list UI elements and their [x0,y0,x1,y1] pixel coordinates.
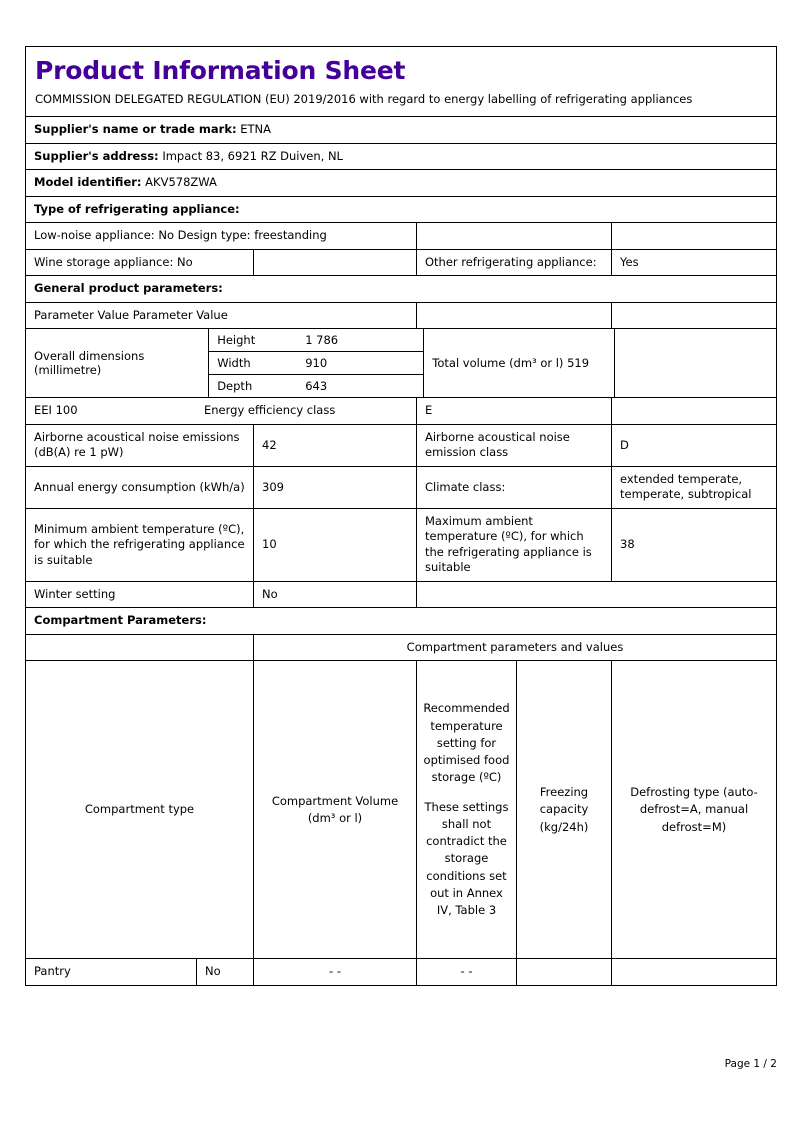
low-noise-cell: Low-noise appliance: No Design type: freestanding [34,228,327,243]
airborne-noise-class-label: Airborne acoustical noise emission class [416,425,611,466]
recommended-temperature-header-part1: Recommended temperature setting for optimised food storage (ºC) [423,701,510,785]
climate-class-label: Climate class: [416,467,611,508]
other-appliance-value: Yes [611,250,776,276]
freezing-capacity-header: Freezing capacity (kg/24h) [516,661,611,958]
page-footer: Page 1 / 2 [724,1058,777,1070]
airborne-noise-label: Airborne acoustical noise emissions (dB(A) re 1 pW) [34,429,240,460]
compartment-type-header: Compartment type [84,802,195,817]
total-volume-cell: Total volume (dm³ or l) 519 [423,329,614,397]
airborne-noise-value: 42 [253,425,416,466]
model-identifier-label: Model identifier: [34,175,142,190]
supplier-name-cell [26,117,776,143]
regulation-subtitle: COMMISSION DELEGATED REGULATION (EU) 2019/2016 with regard to energy labelling of refrigerating appliances [35,91,693,106]
compartment-volume-header: Compartment Volume (dm³ or l) [253,661,416,958]
airborne-noise-class-value: D [611,425,776,466]
compartment-group-header: Compartment parameters and values [253,635,776,661]
annual-energy-row [26,466,776,508]
model-identifier-value: AKV578ZWA [145,175,217,190]
supplier-address-row [26,143,776,170]
other-appliance-label: Other refrigerating appliance: [416,250,611,276]
supplier-name-value: ETNA [240,122,272,137]
compartment-defrost-value [611,959,776,985]
compartment-parameters-heading: Compartment Parameters: [34,613,207,628]
compartment-name: Pantry [34,964,71,979]
dimension-depth-value: 643 [305,379,328,394]
winter-setting-row [26,581,776,608]
general-parameters-heading: General product parameters: [34,281,223,296]
compartment-present: No [196,959,253,985]
energy-class-label: Energy efficiency class [204,403,336,418]
winter-setting-spacer [416,582,776,608]
model-identifier-cell [26,170,776,196]
appliance-type-heading: Type of refrigerating appliance: [34,201,240,216]
ambient-temperature-row [26,508,776,581]
supplier-name-label: Supplier's name or trade mark: [34,122,237,137]
parameter-header-cell: Parameter Value Parameter Value [34,307,228,322]
general-parameters-heading-row [26,275,776,302]
eei-value-cell: EEI 100 [34,403,78,418]
recommended-temperature-header [416,661,516,958]
product-information-sheet [25,46,777,986]
compartment-freezing-value [516,959,611,985]
annual-energy-value: 309 [253,467,416,508]
annual-energy-label: Annual energy consumption (kWh/a) [34,479,245,494]
dimension-width-row [209,351,423,374]
parameter-header-spacer-b [611,303,776,329]
page-title: Product Information Sheet [35,56,406,85]
overall-dimensions-row [26,328,776,397]
low-noise-spacer-a [416,223,611,249]
compartment-volume-value: - - [253,959,416,985]
energy-class-spacer [611,398,776,424]
supplier-address-label: Supplier's address: [34,148,159,163]
dimensions-subtable [208,329,423,397]
energy-class-value: E [416,398,611,424]
dimension-height-value: 1 786 [305,333,339,348]
total-volume-spacer [614,329,776,397]
compartment-group-header-spacer [26,635,253,661]
max-ambient-temp-value: 38 [611,509,776,581]
eei-row [26,397,776,424]
airborne-noise-row [26,424,776,466]
dimension-height-key: Height [217,333,256,348]
max-ambient-temp-label: Maximum ambient temperature (ºC), for which the refrigerating appliance is suitable [416,509,611,581]
supplier-address-cell [26,144,776,170]
overall-dimensions-label: Overall dimensions (millimetre) [34,349,145,378]
compartment-group-header-row [26,634,776,661]
climate-class-value: extended temperate, temperate, subtropical [611,467,776,508]
dimension-width-value: 910 [305,356,328,371]
supplier-address-value: Impact 83, 6921 RZ Duiven, NL [162,148,343,163]
dimension-width-key: Width [217,356,251,371]
wine-storage-cell: Wine storage appliance: No [34,254,193,269]
defrosting-type-header: Defrosting type (auto-defrost=A, manual defrost=M) [611,661,776,958]
compartment-parameters-heading-row [26,607,776,634]
dimension-depth-row [209,374,423,397]
compartment-column-headers-row [26,660,776,958]
min-ambient-temp-value: 10 [253,509,416,581]
model-identifier-row [26,169,776,196]
low-noise-row [26,222,776,249]
recommended-temperature-header-part2: These settings shall not contradict the storage conditions set out in Annex IV, Table 3 [424,799,509,918]
appliance-type-heading-row [26,196,776,223]
wine-storage-value-cell [253,250,416,276]
parameter-header-row [26,302,776,329]
winter-setting-label: Winter setting [34,586,116,601]
wine-storage-row [26,249,776,276]
compartment-temperature-value: - - [416,959,516,985]
table-row [26,958,776,986]
min-ambient-temp-label: Minimum ambient temperature (ºC), for which the refrigerating appliance is suitable [34,521,245,567]
dimension-depth-key: Depth [217,379,253,394]
supplier-name-row [26,116,776,143]
winter-setting-value: No [253,582,416,608]
dimension-height-row [209,329,423,351]
low-noise-spacer-b [611,223,776,249]
parameter-header-spacer-a [416,303,611,329]
